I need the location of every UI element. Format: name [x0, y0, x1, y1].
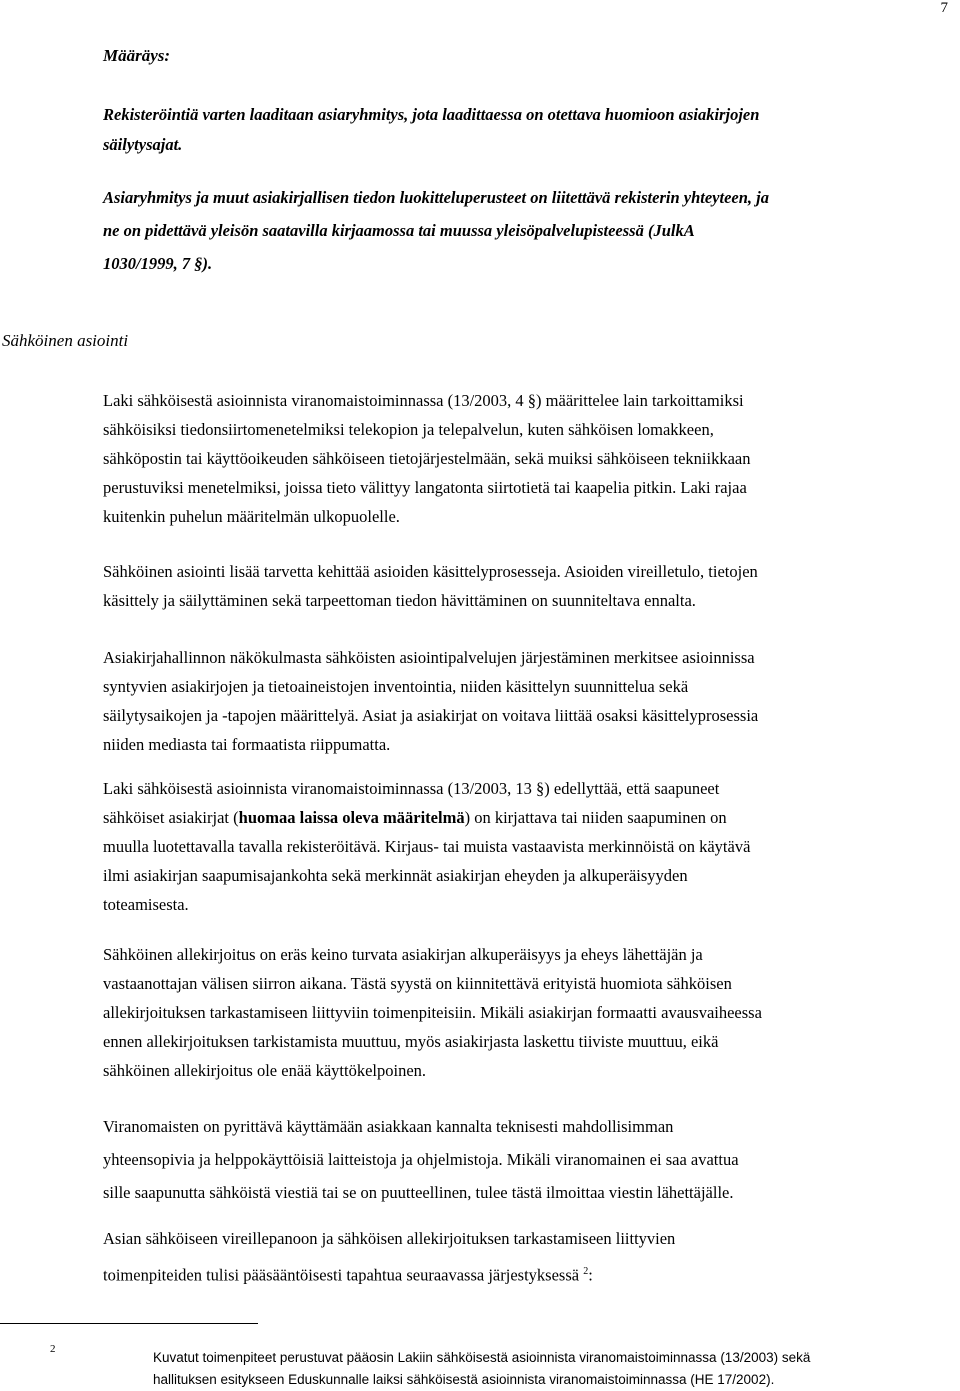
footnote-reference[interactable]: 2: [583, 1266, 589, 1277]
text-line: Rekisteröintiä varten laaditaan asiaryhmitys, jota laadittaessa on otettava huomioon asiakirjojen: [103, 105, 760, 124]
text-span: sähköiset asiakirjat (: [103, 808, 239, 827]
text-line: niiden mediasta tai formaatista riippumatta.: [103, 735, 391, 754]
paragraph-3: [103, 643, 958, 759]
text-line: toteamisesta.: [103, 895, 189, 914]
paragraph-4: [103, 774, 958, 919]
footnote-marker: 2: [50, 1343, 56, 1355]
text-line: 1030/1999, 7 §).: [103, 254, 213, 273]
text-line: [103, 1255, 958, 1292]
text-line: Kuvatut toimenpiteet perustuvat pääosin Lakiin sähköisestä asioinnista viranomaistoiminnassa (13/2003) sekä: [153, 1350, 811, 1365]
text-line: käsittely ja säilyttäminen sekä tarpeettoman tiedon hävittäminen on suunniteltava ennalta.: [103, 591, 696, 610]
text-line: Asian sähköiseen vireillepanoon ja sähköisen allekirjoituksen tarkastamiseen liittyvien: [103, 1229, 676, 1248]
text-line: muulla luotettavalla tavalla rekisteröitävä. Kirjaus- tai muista vastaavista merkinnöistä on käytävä: [103, 837, 751, 856]
footnote-text: [153, 1347, 953, 1391]
text-line: säilytysajat.: [103, 135, 183, 154]
paragraph-2: [103, 557, 958, 615]
text-line: ilmi asiakirjan saapumisajankohta sekä merkinnät asiakirjan eheyden ja alkuperäisyyden: [103, 866, 688, 885]
text-line: ennen allekirjoituksen tarkistamista muuttuu, myös asiakirjasta laskettu tiiviste muuttuu, eikä: [103, 1032, 719, 1051]
text-line: Laki sähköisestä asioinnista viranomaistoiminnassa (13/2003, 13 §) edellyttää, että saapuneet: [103, 779, 720, 798]
text-line: perustuviksi menetelmiksi, joissa tieto välittyy langatonta siirtotietä tai kaapelia pitkin. Laki rajaa: [103, 478, 747, 497]
text-line: vastaanottajan välisen siirron aikana. Tästä syystä on kiinnitettävä erityistä huomiota sähköisen: [103, 974, 732, 993]
text-line: Viranomaisten on pyrittävä käyttämään asiakkaan kannalta teknisesti mahdollisimman: [103, 1117, 674, 1136]
text-line: ne on pidettävä yleisön saatavilla kirjaamossa tai muussa yleisöpalvelupisteessä (JulkA: [103, 221, 695, 240]
text-span: toimenpiteiden tulisi pääsääntöisesti tapahtua seuraavassa järjestyksessä: [103, 1265, 580, 1285]
text-line: sähköpostin tai käyttöoikeuden sähköiseen tietojärjestelmään, sekä muiksi sähköiseen tekniikkaan: [103, 449, 751, 468]
rule-text-2: [103, 181, 958, 280]
text-line: sille saapunutta sähköistä viestiä tai se on puutteellinen, tulee tästä ilmoittaa viestin lähettäjälle.: [103, 1183, 734, 1202]
text-line: syntyvien asiakirjojen ja tietoaineistojen inventointia, niiden käsittelyn suunnittelua sekä: [103, 677, 689, 696]
text-line: yhteensopivia ja helppokäyttöisiä laitteistoja ja ohjelmistoja. Mikäli viranomainen ei saa avattua: [103, 1150, 739, 1169]
text-line: allekirjoituksen tarkastamiseen liittyviin toimenpiteisiin. Mikäli asiakirjan formaatti avausvaiheessa: [103, 1003, 762, 1022]
paragraph-7: [103, 1222, 958, 1292]
rule-heading: Määräys:: [103, 46, 171, 65]
text-line: hallituksen esitykseen Eduskunnalle laiksi sähköisestä asioinnista viranomaistoiminnassa (HE 17/2002).: [153, 1372, 775, 1387]
page-number: 7: [940, 0, 948, 16]
text-line: Sähköinen asiointi lisää tarvetta kehittää asioiden käsittelyprosesseja. Asioiden vireilletulo, tietojen: [103, 562, 758, 581]
text-line: kuitenkin puhelun määritelmän ulkopuolelle.: [103, 507, 400, 526]
text-line: säilytysaikojen ja -tapojen määrittelyä. Asiat ja asiakirjat on voitava liittää osaksi käsittelyprosessia: [103, 706, 759, 725]
paragraph-5: [103, 940, 958, 1085]
emphasis-note: huomaa laissa oleva määritelmä: [238, 808, 465, 827]
rule-text-1: [103, 100, 958, 160]
text-line: Sähköinen allekirjoitus on eräs keino turvata asiakirjan alkuperäisyys ja eheys lähettäjän ja: [103, 945, 703, 964]
paragraph-1: [103, 386, 958, 531]
text-line: [103, 803, 958, 832]
text-span: ) on kirjattava tai niiden saapuminen on: [464, 808, 727, 827]
footnote-separator: [0, 1323, 258, 1324]
text-line: Asiaryhmitys ja muut asiakirjallisen tiedon luokitteluperusteet on liitettävä rekisterin yhteyteen, ja: [103, 188, 769, 207]
section-heading: Sähköinen asiointi: [2, 331, 129, 350]
text-line: Laki sähköisestä asioinnista viranomaistoiminnassa (13/2003, 4 §) määrittelee lain tarkoittamiksi: [103, 391, 744, 410]
text-line: sähköisiksi tiedonsiirtomenetelmiksi telekopion ja telepalvelun, kuten sähköisen lomakkeen,: [103, 420, 714, 439]
text-line: Asiakirjahallinnon näkökulmasta sähköisten asiointipalvelujen järjestäminen merkitsee asioinnissa: [103, 648, 755, 667]
text-line: sähköinen allekirjoitus ole enää käyttökelpoinen.: [103, 1061, 427, 1080]
paragraph-6: [103, 1110, 958, 1209]
text-span: :: [588, 1265, 593, 1285]
